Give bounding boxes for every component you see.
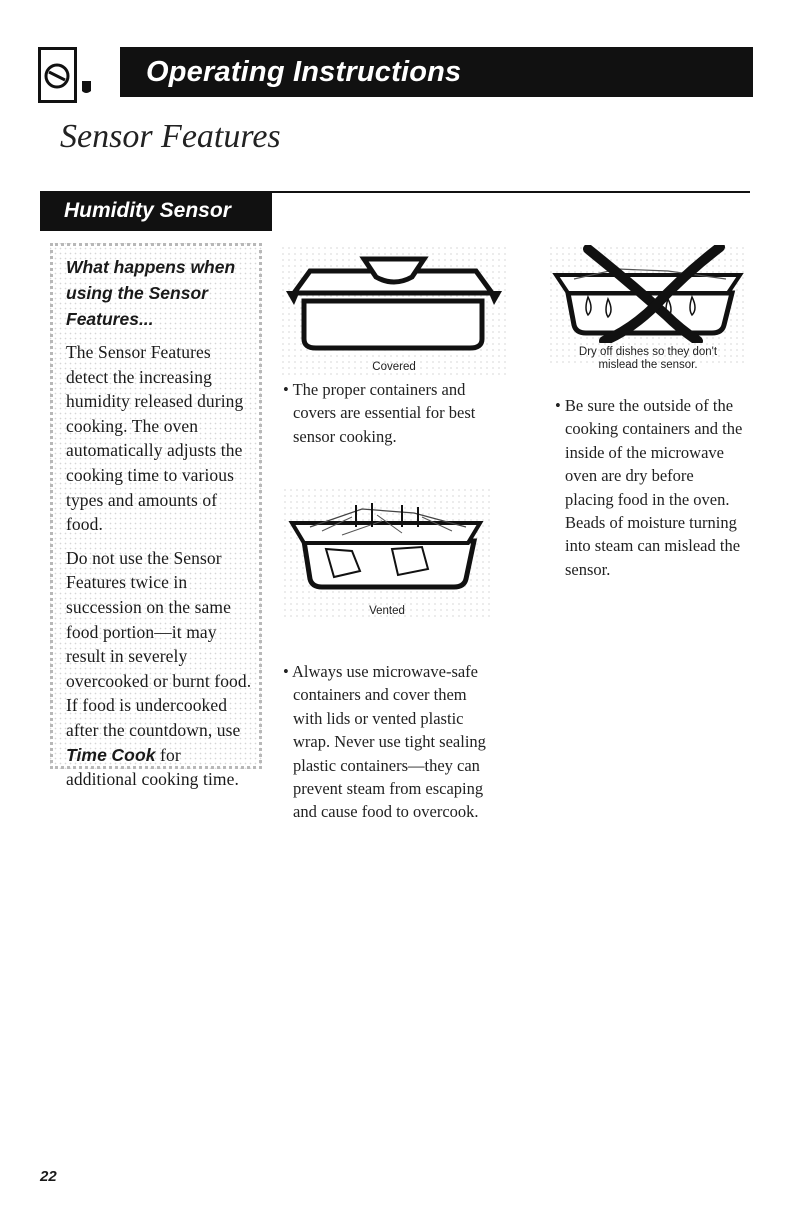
bullet-containers: [283, 378, 493, 448]
page-header-title: Operating Instructions: [146, 56, 462, 88]
dry-caption-line: Dry off dishes so they don't: [578, 346, 718, 358]
wet-dish-crossed-icon: [548, 245, 748, 343]
bullet-dry-containers: [555, 394, 745, 581]
vented-caption: Vented: [369, 605, 405, 617]
sidebar-paragraph: The Sensor Features detect the increasing humidity released during cooking. The oven automatically adjusts the cooking time to various types and amounts of food.: [66, 342, 244, 535]
covered-caption: Covered: [372, 361, 416, 373]
bullet-text: • The proper containers and covers are essential for best sensor cooking.: [283, 380, 476, 446]
bullet-text: • Always use microwave-safe containers and cover them with lids or vented plastic wrap. Never use tight sealing plastic containers—they can prevent steam from escaping and cause food to overcook.: [283, 662, 486, 822]
cook-keyword: Cook: [111, 744, 156, 765]
covered-dish-icon: [280, 245, 508, 357]
sidebar-title-line: using the Sensor: [66, 283, 208, 303]
sidebar-title-line: What happens when: [66, 257, 236, 277]
sidebar-title-line: Features...: [66, 309, 154, 329]
sidebar-text: Do not use the Sensor Features twice in succession on the same food portion—it may result in severely overcooked or burnt food. If food is undercooked after the countdown, use: [66, 547, 252, 740]
dry-caption: [548, 346, 748, 372]
subsection-title: Humidity Sensor: [40, 191, 272, 231]
covered-dish-figure: [280, 245, 508, 375]
vented-dish-figure: [282, 487, 492, 619]
section-title: Sensor Features: [60, 118, 281, 155]
sidebar-title: [66, 254, 253, 332]
sidebar-callout: [50, 243, 262, 790]
logo-icon: [38, 47, 96, 103]
bullet-safe-containers: [283, 660, 493, 824]
vented-dish-icon: [282, 487, 492, 595]
time-keyword: Time: [66, 744, 107, 765]
sidebar-text: for additional cooking time.: [66, 744, 239, 790]
bullet-text: • Be sure the outside of the cooking containers and the inside of the microwave oven are dry before placing food in the oven. Beads of moisture turning into steam can mislead the sensor.: [555, 396, 743, 579]
dry-dishes-figure: [548, 245, 748, 371]
page-number: 22: [40, 1168, 57, 1185]
sidebar-paragraph-warning: [66, 546, 253, 792]
header-bar: [120, 47, 753, 97]
dry-caption-line: mislead the sensor.: [598, 359, 698, 371]
